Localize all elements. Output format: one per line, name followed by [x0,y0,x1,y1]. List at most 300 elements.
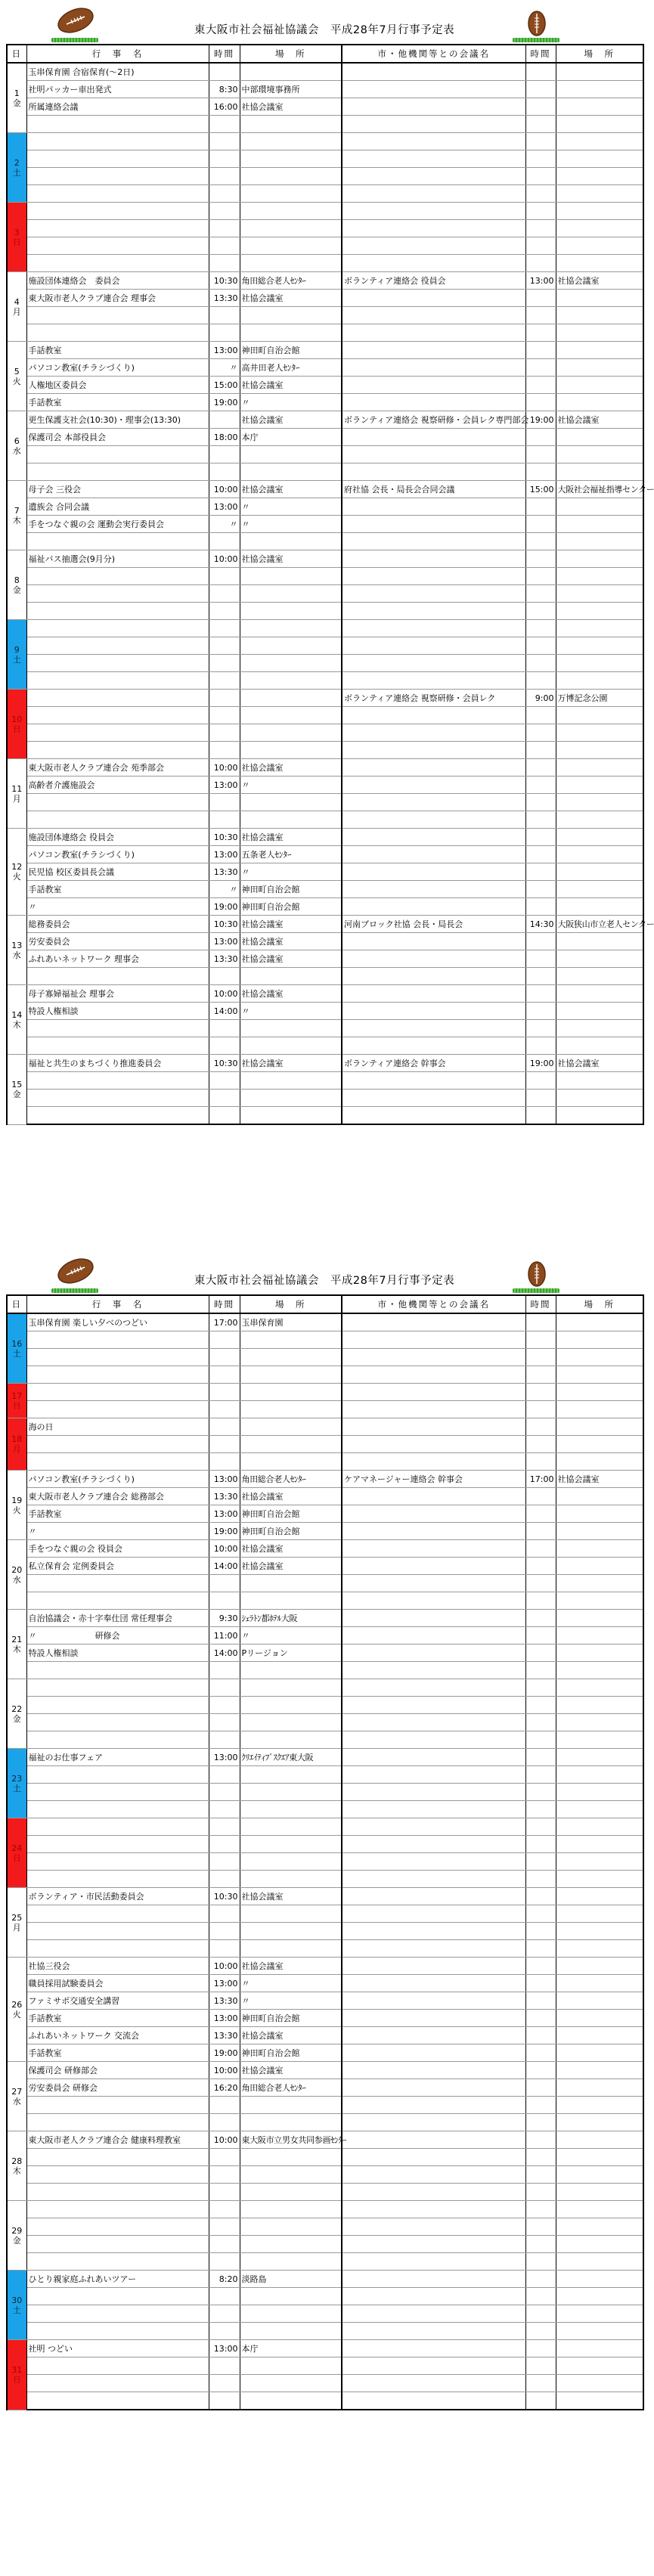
other-meeting [342,603,525,620]
schedule-row [7,290,643,307]
day-cell: 24 日 [7,1818,26,1888]
event-name: 東大阪市老人クラブ連合会 健康料理教室 [26,2131,209,2149]
event-place [240,2149,342,2166]
other-time [525,2218,556,2236]
event-name: 東大阪市老人クラブ連合会 理事会 [26,290,209,307]
event-name [26,2357,209,2375]
event-place [240,568,342,585]
event-place [240,1766,342,1784]
other-time [525,463,556,481]
other-meeting [342,1384,525,1401]
event-name [26,707,209,724]
other-place [556,1697,643,1714]
other-place [556,2218,643,2236]
other-time [525,1714,556,1731]
schedule-row [7,1575,643,1592]
schedule-row [7,1888,643,1905]
schedule-row [7,2044,643,2062]
event-name [26,1090,209,1107]
other-place [556,1366,643,1384]
other-meeting [342,2010,525,2027]
event-time [209,811,240,829]
other-place [556,185,643,203]
other-time [525,585,556,603]
other-time [525,1558,556,1575]
other-time [525,2288,556,2305]
event-time: 13:00 [209,2340,240,2357]
event-name: 〃 研修会 [26,1627,209,1644]
event-place: 高井田老人ｾﾝﾀｰ [240,359,342,377]
other-time [525,2114,556,2131]
event-place [240,1818,342,1836]
event-time: 10:00 [209,1958,240,1975]
other-time [525,2253,556,2271]
other-place [556,516,643,533]
event-time [209,1766,240,1784]
header-row [7,1295,643,1313]
day-cell: 3 日 [7,203,26,272]
schedule-row [7,307,643,324]
other-time [525,2375,556,2392]
other-meeting: ケアマネージャー連絡会 幹事会 [342,1471,525,1488]
other-place [556,1384,643,1401]
header-other-time: 時間 [525,45,556,63]
day-cell: 1 金 [7,63,26,133]
event-time: 〃 [209,516,240,533]
schedule-row [7,81,643,98]
event-place: 〃 [240,394,342,411]
other-time [525,2097,556,2114]
event-place [240,1871,342,1888]
event-place [240,1836,342,1853]
event-place: 社協会議室 [240,290,342,307]
event-name [26,2166,209,2184]
schedule-row [7,898,643,916]
event-time [209,1107,240,1125]
other-meeting [342,620,525,637]
other-place [556,2149,643,2166]
other-place [556,1090,643,1107]
event-time: 10:00 [209,985,240,1003]
event-time [209,1731,240,1749]
event-name [26,1349,209,1366]
other-place [556,1905,643,1923]
event-place [240,742,342,759]
schedule-row [7,1871,643,1888]
schedule-row [7,1384,643,1401]
schedule-row [7,2166,643,2184]
other-time [525,1818,556,1836]
event-place [240,1384,342,1401]
other-time [525,359,556,377]
other-place [556,203,643,220]
event-time [209,1349,240,1366]
other-meeting [342,1020,525,1037]
other-meeting [342,1853,525,1871]
other-place [556,620,643,637]
event-name [26,1940,209,1958]
other-meeting [342,881,525,898]
schedule-row [7,1958,643,1975]
event-time [209,1923,240,1940]
other-place [556,1313,643,1331]
event-name [26,690,209,707]
day-cell: 29 金 [7,2201,26,2271]
event-time [209,2305,240,2323]
event-time: 16:00 [209,98,240,116]
other-place [556,637,643,655]
schedule-row [7,133,643,150]
header-other-place: 場 所 [556,1295,643,1313]
football-icon [525,1260,548,1288]
event-name [26,463,209,481]
schedule-row [7,63,643,81]
event-place: 社協会議室 [240,1055,342,1072]
schedule-row [7,1923,643,1940]
event-place [240,1592,342,1610]
event-name [26,1662,209,1679]
schedule-row [7,446,643,463]
other-time [525,2044,556,2062]
event-name: 母子会 三役会 [26,481,209,498]
event-place: 本庁 [240,2340,342,2357]
schedule-row [7,1331,643,1349]
event-time [209,1784,240,1801]
event-place [240,968,342,985]
header-time: 時間 [209,45,240,63]
other-place [556,2253,643,2271]
other-place [556,724,643,742]
header-other-time: 時間 [525,1295,556,1313]
other-time [525,1037,556,1055]
event-time [209,2097,240,2114]
schedule-row [7,881,643,898]
other-place [556,2062,643,2079]
event-name [26,1436,209,1453]
event-place: 社協会議室 [240,985,342,1003]
other-meeting [342,516,525,533]
other-place [556,1714,643,1731]
schedule-row [7,2149,643,2166]
other-place [556,463,643,481]
schedule-row [7,1697,643,1714]
event-name [26,2253,209,2271]
event-place: 社協会議室 [240,950,342,968]
event-name: 手話教室 [26,394,209,411]
other-place [556,568,643,585]
header-event-name: 行 事 名 [26,45,209,63]
event-place [240,2357,342,2375]
other-meeting [342,533,525,550]
other-place [556,237,643,255]
other-meeting [342,324,525,342]
grass-decoration [51,1288,98,1293]
other-time [525,1888,556,1905]
other-place [556,655,643,672]
other-time [525,2357,556,2375]
event-place [240,2218,342,2236]
other-time [525,759,556,777]
event-time: 13:30 [209,2027,240,2044]
other-time: 19:00 [525,1055,556,1072]
other-place: 社協会議室 [556,411,643,429]
event-time [209,255,240,272]
header-other-place: 場 所 [556,45,643,63]
other-meeting [342,1697,525,1714]
event-place [240,168,342,185]
other-time [525,1836,556,1853]
other-place [556,394,643,411]
schedule-row [7,2010,643,2027]
event-place: 五条老人ｾﾝﾀｰ [240,846,342,863]
other-time [525,377,556,394]
event-name: 特設人権相談 [26,1644,209,1662]
other-time [525,811,556,829]
event-time [209,1662,240,1679]
event-time [209,968,240,985]
other-meeting [342,203,525,220]
event-place [240,585,342,603]
event-place: 社協会議室 [240,481,342,498]
schedule-row [7,742,643,759]
other-meeting [342,1644,525,1662]
event-name [26,1871,209,1888]
other-meeting [342,1836,525,1853]
other-meeting [342,1627,525,1644]
event-name: 保護司会 研修部会 [26,2062,209,2079]
schedule-row [7,203,643,220]
other-time [525,2236,556,2253]
schedule-row [7,1366,643,1384]
schedule-row [7,985,643,1003]
event-name: 福祉バス抽選会(9月分) [26,550,209,568]
schedule-row [7,2097,643,2114]
other-place [556,133,643,150]
other-place: 大阪社会福祉指導センター [556,481,643,498]
other-meeting [342,359,525,377]
other-place [556,324,643,342]
other-place [556,220,643,237]
other-place [556,1923,643,1940]
other-meeting [342,2218,525,2236]
other-meeting [342,2323,525,2340]
schedule-row [7,1610,643,1627]
other-time [525,2131,556,2149]
event-name: 社協三役会 [26,1958,209,1975]
event-time [209,185,240,203]
event-name [26,1401,209,1418]
other-time [525,1384,556,1401]
event-name [26,307,209,324]
event-name [26,150,209,168]
other-place: 大阪狭山市立老人センター [556,916,643,933]
event-place: 社協会議室 [240,377,342,394]
other-meeting [342,759,525,777]
other-time [525,150,556,168]
other-meeting [342,1401,525,1418]
event-time [209,724,240,742]
other-time [525,2184,556,2201]
event-name [26,568,209,585]
other-time [525,98,556,116]
event-name: 手話教室 [26,2044,209,2062]
other-time [525,672,556,690]
other-place [556,1958,643,1975]
event-place [240,1037,342,1055]
schedule-row [7,1905,643,1923]
other-place [556,968,643,985]
other-meeting [342,133,525,150]
event-place: ｼｪﾗﾄﾝ都ﾎﾃﾙ大阪 [240,1610,342,1627]
other-meeting [342,81,525,98]
event-time [209,1418,240,1436]
day-cell: 17 日 [7,1384,26,1418]
event-place [240,1923,342,1940]
other-meeting [342,1488,525,1505]
other-place [556,498,643,516]
schedule-row [7,185,643,203]
other-meeting [342,1871,525,1888]
other-meeting [342,1905,525,1923]
event-name [26,724,209,742]
event-time [209,2218,240,2236]
event-name [26,255,209,272]
other-meeting [342,2027,525,2044]
sheet-header [6,1255,643,1294]
other-meeting: ボランティア連絡会 役員会 [342,272,525,290]
header-place: 場 所 [240,45,342,63]
day-cell: 20 水 [7,1540,26,1610]
day-cell: 6 水 [7,411,26,481]
event-time [209,2323,240,2340]
other-meeting [342,2184,525,2201]
other-place [556,2114,643,2131]
page-title: 東大阪市社会福祉協議会 平成28年7月行事予定表 [194,1275,455,1287]
other-place [556,829,643,846]
event-place [240,2201,342,2218]
other-meeting [342,2392,525,2410]
other-time [525,1697,556,1714]
other-meeting [342,585,525,603]
event-time: 10:30 [209,1055,240,1072]
schedule-row [7,359,643,377]
event-name [26,2218,209,2236]
event-name [26,1905,209,1923]
event-place [240,1349,342,1366]
event-place: 神田町自治会館 [240,898,342,916]
other-place [556,116,643,133]
event-place: 社協会議室 [240,411,342,429]
other-time [525,2271,556,2288]
event-place [240,1072,342,1090]
event-place [240,2253,342,2271]
event-place: Pリージョン [240,1644,342,1662]
other-time [525,985,556,1003]
event-name: 手をつなぐ親の会 役員会 [26,1540,209,1558]
event-place [240,1418,342,1436]
other-time [525,846,556,863]
other-place [556,1766,643,1784]
other-meeting [342,1923,525,1940]
event-place [240,1575,342,1592]
other-meeting [342,863,525,881]
event-time [209,1436,240,1453]
other-place [556,98,643,116]
schedule-row [7,377,643,394]
event-time [209,707,240,724]
other-place [556,672,643,690]
event-time [209,603,240,620]
event-name [26,1575,209,1592]
other-place: 万博記念公園 [556,690,643,707]
other-place [556,1644,643,1662]
other-time [525,446,556,463]
event-name [26,620,209,637]
event-name [26,185,209,203]
other-time [525,1575,556,1592]
schedule-row [7,1436,643,1453]
sheet-header [6,5,643,44]
other-time [525,1505,556,1523]
other-meeting [342,377,525,394]
schedule-row [7,1505,643,1523]
other-place: 社協会議室 [556,1055,643,1072]
event-time [209,1020,240,1037]
event-time: 13:00 [209,498,240,516]
schedule-row [7,968,643,985]
event-time: 10:00 [209,481,240,498]
schedule-row [7,1471,643,1488]
other-meeting [342,1575,525,1592]
schedule-row [7,637,643,655]
event-name: 特設人権相談 [26,1003,209,1020]
event-time [209,1366,240,1384]
other-meeting [342,394,525,411]
other-place [556,1540,643,1558]
event-name: ファミサポ交通安全講習 [26,1992,209,2010]
event-name [26,1453,209,1471]
other-place [556,881,643,898]
event-place: 本庁 [240,429,342,446]
event-time [209,1836,240,1853]
event-place: 社協会議室 [240,1558,342,1575]
schedule-row [7,2184,643,2201]
other-place [556,377,643,394]
day-cell: 8 金 [7,550,26,620]
event-time [209,2184,240,2201]
event-name [26,237,209,255]
event-time [209,1801,240,1818]
other-time [525,1488,556,1505]
grass-decoration [513,38,559,42]
other-place [556,1003,643,1020]
event-place [240,1905,342,1923]
event-time [209,1697,240,1714]
other-time [525,742,556,759]
day-cell: 28 木 [7,2131,26,2201]
other-time [525,255,556,272]
event-time: 13:00 [209,2010,240,2027]
other-place [556,1940,643,1958]
event-time [209,2166,240,2184]
event-name [26,672,209,690]
event-time: 13:00 [209,1975,240,1992]
event-place [240,133,342,150]
event-name [26,1020,209,1037]
event-time [209,1905,240,1923]
other-place [556,2027,643,2044]
other-time [525,533,556,550]
